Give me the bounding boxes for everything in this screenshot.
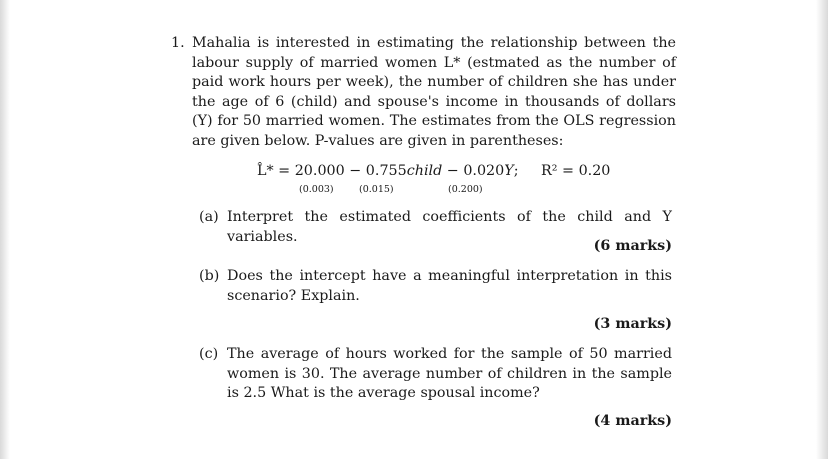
pvalue-child: (0.015) <box>359 184 394 195</box>
part-b-text: Does the intercept have a meaningful interpretation in this scenario? Explain. <box>227 268 672 304</box>
left-shadow <box>0 0 10 459</box>
question-text <box>192 34 676 151</box>
part-c <box>199 345 672 404</box>
question-intro-line1: Mahalia is interested in estimating the relationship between the labour <box>192 35 676 71</box>
regression-equation <box>171 162 676 196</box>
question-intro-rest: supply of married women L* (estmated as the number of paid work hours per week), the number of children she has under the age of 6 (child) and spouse's income in thousands of dollars (Y) for 50 married women. The estimates from the OLS regression are given below. P-values are given in parentheses: <box>192 54 677 149</box>
part-c-label: (c) <box>199 346 219 362</box>
part-a-marks: (6 marks) <box>593 238 672 254</box>
part-b <box>199 267 672 306</box>
equation-semicolon: ; <box>513 163 519 179</box>
part-a-text: Interpret the estimated coefficients of the child and Y variables. <box>227 209 672 245</box>
equation-lhs: L̂* = 20.000 − 0.755 <box>257 163 407 179</box>
pvalue-y: (0.200) <box>448 184 483 195</box>
r-squared: R² = 0.20 <box>541 163 611 179</box>
part-a-label: (a) <box>199 209 219 225</box>
equation-child-var: child <box>406 163 443 179</box>
part-c-text: The average of hours worked for the sample of 50 married women is 30. The average number of children in the sample is 2.5 What is the average spousal income? <box>227 346 672 401</box>
equation-mid: − 0.020 <box>442 163 505 179</box>
question-1 <box>171 34 677 195</box>
part-b-label: (b) <box>199 268 220 284</box>
question-number: 1. <box>171 35 185 51</box>
equation-y-var: Y <box>504 163 514 179</box>
equation-main <box>257 162 519 182</box>
part-b-marks: (3 marks) <box>593 316 672 332</box>
right-shadow <box>816 0 828 459</box>
pvalue-intercept: (0.003) <box>299 184 334 195</box>
part-c-marks: (4 marks) <box>593 413 672 429</box>
